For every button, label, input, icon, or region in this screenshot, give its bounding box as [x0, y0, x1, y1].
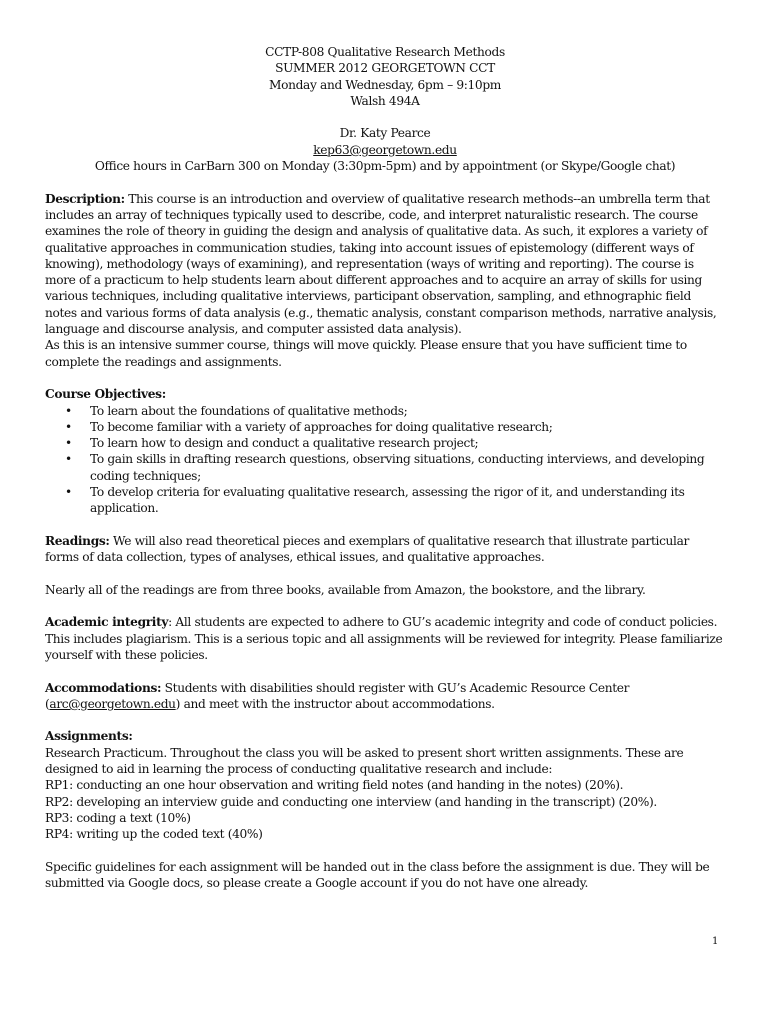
readings-note: Nearly all of the readings are from three books, available from Amazon, the bookstore, and the library.	[45, 582, 646, 597]
assignment-rp2: RP2: developing an interview guide and conducting one interview (and handing in the transcript) (20%).	[45, 794, 657, 809]
instructor-email-link[interactable]: kep63@georgetown.edu	[313, 142, 457, 157]
description-label: Description:	[45, 191, 125, 206]
accommodations-label: Accommodations:	[45, 680, 162, 695]
instructor-info	[45, 125, 725, 174]
description-followup: As this is an intensive summer course, things will move quickly. Please ensure that you have sufficient time to complete the readings and assignments.	[45, 338, 687, 369]
description-text: This course is an introduction and overview of qualitative research methods--an umbrella term that includes an array of techniques typically used to describe, code, and interpret naturalistic research. The course examines the role of theory in guiding the design and analysis of qualitative data. As such, it explores a variety of qualitative approaches in communication studies, taking into account issues of epistemology (different ways of knowing), methodology (ways of examining), and representation (ways of writing and reporting). The course is more of a practicum to help students learn about different approaches and to acquire an array of skills for using various techniques, including qualitative interviews, participant observation, sampling, and ethnographic field notes and various forms of data analysis (e.g., thematic analysis, constant comparison methods, narrative analysis, language and discourse analysis, and computer assisted data analysis).	[45, 191, 717, 337]
description-section	[45, 191, 725, 338]
office-hours: Office hours in CarBarn 300 on Monday (3:30pm-5pm) and by appointment (or Skype/Google chat)	[94, 159, 676, 174]
accommodations-section: Accommodations: Students with disabilities should register with GU’s Academic Resource Center (arc@georgetown.edu) and meet with the instructor about accommodations.	[45, 680, 630, 711]
integrity-label: Academic integrity	[45, 615, 169, 630]
course-header	[45, 44, 725, 109]
assignments-intro: Research Practicum. Throughout the class you will be asked to present short written assignments. These are designed to aid in learning the process of conducting qualitative research and include:	[45, 745, 684, 777]
list-item: • To gain skills in drafting research questions, observing situations, conducting interviews, and developing coding techniques;	[65, 452, 705, 483]
objectives-label: Course Objectives:	[45, 387, 166, 402]
assignment-rp4: RP4: writing up the coded text (40%)	[45, 827, 263, 842]
integrity-text: : All students are expected to adhere to GU’s academic integrity and code of conduct policies. This includes plagiarism. This is a serious topic and all assignments will be reviewed for integrity. Please familiarize yourself with these policies.	[45, 615, 723, 662]
list-item: • To become familiar with a variety of approaches for doing qualitative research;	[65, 419, 553, 434]
instructor-name: Dr. Katy Pearce	[339, 126, 431, 141]
bullet-icon: •	[65, 403, 72, 418]
readings-label: Readings:	[45, 533, 110, 548]
integrity-section	[45, 614, 725, 663]
bullet-icon: •	[65, 419, 72, 434]
bullet-icon: •	[65, 436, 72, 451]
course-room: Walsh 494A	[350, 93, 420, 108]
course-term: SUMMER 2012 GEORGETOWN CCT	[275, 61, 495, 76]
arc-email-link[interactable]: arc@georgetown.edu	[49, 696, 176, 711]
assignment-rp3: RP3: coding a text (10%)	[45, 810, 191, 825]
list-item: • To develop criteria for evaluating qualitative research, assessing the rigor of it, and understanding its application.	[65, 485, 685, 516]
bullet-icon: •	[65, 452, 72, 467]
objectives-list	[45, 403, 725, 517]
page-number: 1	[712, 936, 719, 947]
assignments-guidelines: Specific guidelines for each assignment will be handed out in the class before the assignment is due. They will be submitted via Google docs, so please create a Google account if you do not have one already.	[45, 859, 710, 891]
list-item: • To learn how to design and conduct a qualitative research project;	[65, 436, 479, 451]
readings-section	[45, 533, 725, 566]
course-schedule: Monday and Wednesday, 6pm – 9:10pm	[268, 77, 501, 92]
list-item: • To learn about the foundations of qualitative methods;	[65, 403, 408, 418]
assignments-label: Assignments:	[45, 729, 133, 744]
bullet-icon: •	[65, 485, 72, 500]
readings-text: We will also read theoretical pieces and exemplars of qualitative research that illustrate particular forms of data collection, types of analyses, ethical issues, and qualitative approaches.	[45, 533, 689, 565]
assignment-rp1: RP1: conducting an one hour observation and writing field notes (and handing in the notes) (20%).	[45, 778, 624, 793]
course-title: CCTP-808 Qualitative Research Methods	[265, 45, 505, 59]
syllabus-page	[45, 44, 725, 891]
